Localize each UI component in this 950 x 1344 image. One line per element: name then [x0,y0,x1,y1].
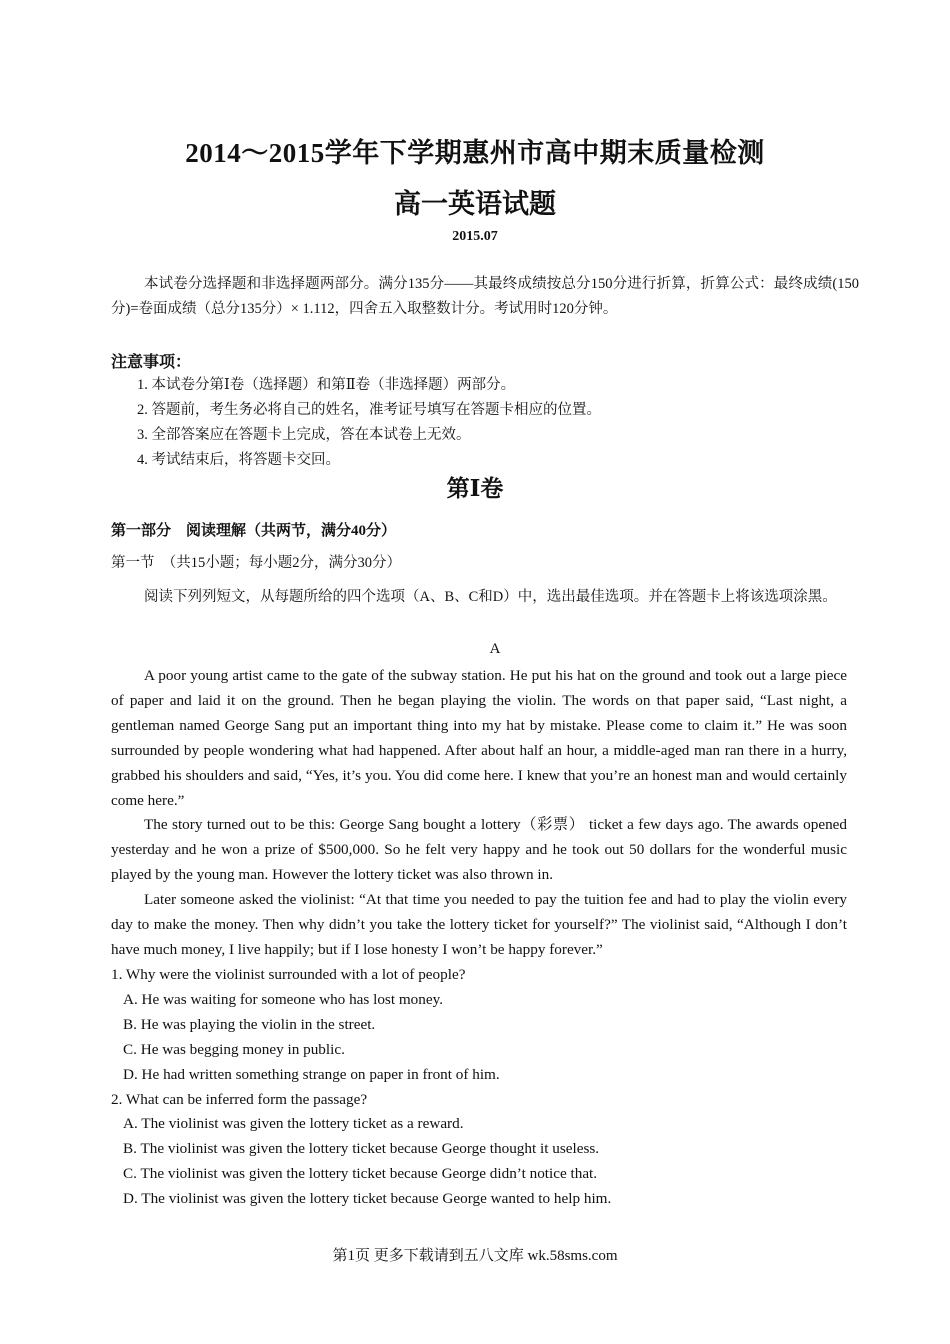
question-option: C. The violinist was given the lottery ticket because George didn’t notice that. [123,1165,598,1183]
question-option: B. He was playing the violin in the street. [123,1015,376,1033]
question-stem: 1. Why were the violinist surrounded with a lot of people? [111,966,466,983]
question-stem: 2. What can be inferred form the passage? [111,1090,368,1108]
exam-title: 2014～2015学年下学期惠州市高中期末质量检测 [185,138,765,168]
question-option: D. The violinist was given the lottery ticket because George wanted to help him. [123,1190,612,1208]
exam-intro: 本试卷分选择题和非选择题两部分。满分135分——其最终成绩按总分150分进行折算，折算公式：最终成绩(150分)=卷面成绩（总分135分）× 1.112，四舍五入取整数计分。考试用时120分钟。 [111,276,859,317]
question-list [111,963,861,1212]
notice-item: 1. 本试卷分第Ⅰ卷（选择题）和第Ⅱ卷（非选择题）两部分。 [137,377,516,393]
passage-body [111,664,847,963]
part-title: 第一部分 阅读理解（共两节，满分40分） [111,523,397,539]
notice-item: 3. 全部答案应在答题卡上完成，答在本试卷上无效。 [137,427,471,443]
passage-label: A [489,641,501,657]
exam-date: 2015.07 [452,229,498,244]
question-option: B. The violinist was given the lottery ticket because George thought it useless. [123,1140,600,1158]
passage-paragraph: Later someone asked the violinist: “At that time you needed to pay the tuition fee and had to play the violin every day to make the money. Then why didn’t you take the lottery ticket for yourself?” The violinist said, “Although I don’t have much money, I live happily; but if I lose honesty I won’t be happy forever.” [111,891,847,958]
question-option: A. The violinist was given the lottery ticket as a reward. [123,1115,464,1133]
passage-paragraph: A poor young artist came to the gate of the subway station. He put his hat on the ground and took out a large piece of paper and laid it on the ground. Then he began playing the violin. The words on that paper said, “Last night, a gentleman named George Sang put an important thing into my hat by mistake. Please come to claim it.” He was soon surrounded by people wondering what had happened. After about half an hour, a middle-aged man ran there in a hurry, grabbed his shoulders and said, “Yes, it’s you. You did come here. I knew that you’re an honest man and would certainly come here.” [111,667,847,809]
question-option: C. He was begging money in public. [123,1040,345,1058]
notice-list [137,373,601,473]
page-footer: 第1页 更多下载请到五八文库 wk.58sms.com [332,1248,618,1264]
notice-item: 4. 考试结束后，将答题卡交回。 [137,452,340,468]
section-title: 第一节 （共15小题；每小题2分，满分30分） [111,555,401,571]
notice-item: 2. 答题前，考生务必将自己的姓名，准考证号填写在答题卡相应的位置。 [137,402,601,418]
reading-instructions: 阅读下列列短文，从每题所给的四个选项（A、B、C和D）中，选出最佳选项。并在答题卡上将该选项涂黑。 [144,589,837,605]
question-option: A. He was waiting for someone who has lost money. [123,990,444,1008]
passage-paragraph: The story turned out to be this: George Sang bought a lottery（彩票） ticket a few days ago. The awards opened yesterday and he won a prize of $500,000. So he felt very happy and he took out 50 dollars for the wonderful music played by the young man. However the lottery ticket was also thrown in. [111,816,847,884]
volume-title: 第Ⅰ卷 [446,476,504,501]
question-option: D. He had written something strange on paper in front of him. [123,1065,500,1083]
exam-subtitle: 高一英语试题 [394,189,556,219]
notice-heading: 注意事项： [111,354,192,371]
